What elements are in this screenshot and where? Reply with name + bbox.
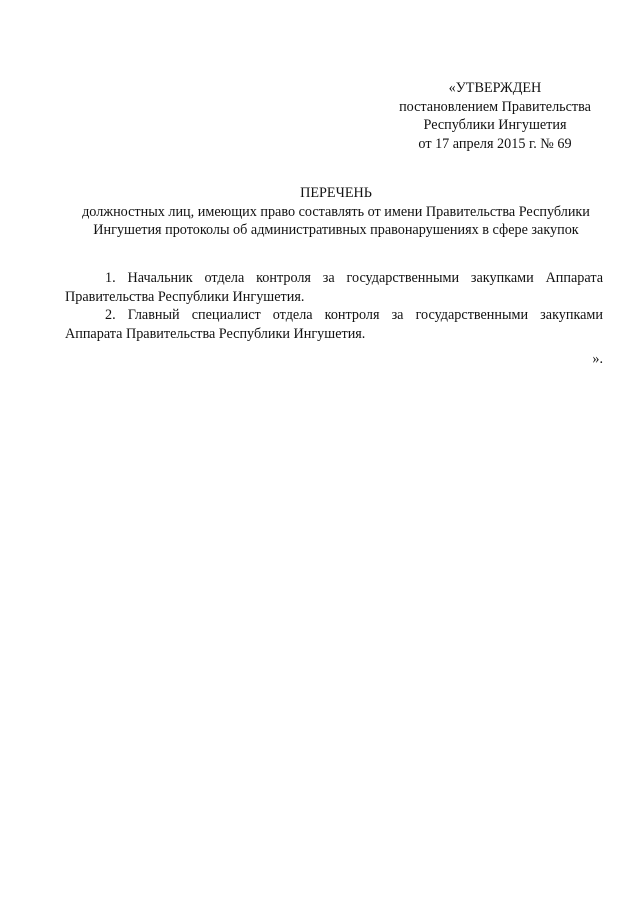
document-title bbox=[40, 184, 632, 240]
officials-list bbox=[65, 269, 603, 343]
document-heading: ПЕРЕЧЕНЬ bbox=[300, 185, 372, 201]
document-subtitle-line-1: должностных лиц, имеющих право составлять от имени Правительства Республики bbox=[82, 203, 590, 220]
closing-quote-mark: ». bbox=[592, 351, 603, 367]
approval-republic-line: Республики Ингушетия bbox=[423, 117, 567, 133]
approval-block bbox=[385, 79, 605, 153]
document-subtitle-line-2: Ингушетия протоколы об административных правонарушениях в сфере закупок bbox=[93, 222, 579, 238]
list-item: 1. Начальник отдела контроля за государственными закупками Аппарата Правительства Республики Ингушетия. bbox=[65, 270, 603, 305]
approval-resolution-line: постановлением Правительства bbox=[399, 98, 591, 115]
approval-date-line: от 17 апреля 2015 г. № 69 bbox=[418, 135, 572, 152]
approval-stamp-line: «УТВЕРЖДЕН bbox=[448, 80, 542, 96]
list-item: 2. Главный специалист отдела контроля за государственными закупками Аппарата Правительства Республики Ингушетия. bbox=[65, 307, 603, 342]
